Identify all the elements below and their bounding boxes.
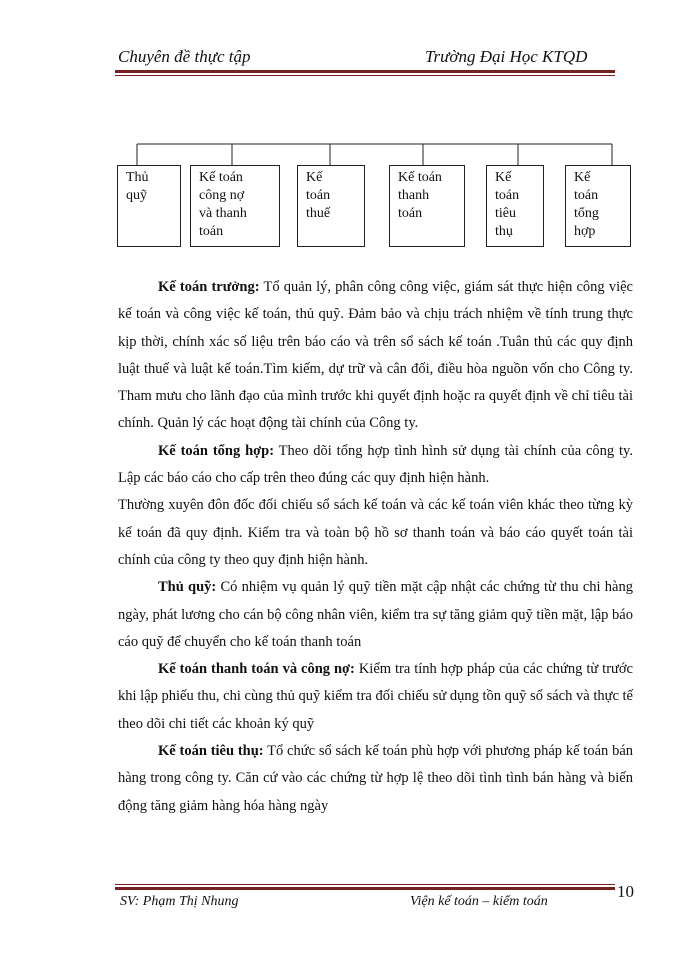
paragraph-thu-quy: Thủ quỹ: Có nhiệm vụ quản lý quỹ tiền mặt cập nhật các chứng từ thu chi hàng ngày, phát lương cho cán bộ công nhân viên, kiểm tra sự tăng giảm quỹ tiền mặt, lập báo cáo quỹ để chuyển cho kế toán thanh toán [118,579,633,650]
footer-student-name: SV: Phạm Thị Nhung [120,894,239,909]
org-chart [0,0,700,260]
footer-institute: Viện kế toán – kiểm toán [410,894,548,909]
paragraph-ke-toan-truong: Kế toán trưởng: Tổ quản lý, phân công công việc, giám sát thực hiện công việc kế toán và công việc kế toán, thủ quỹ. Đảm bảo và chịu trách nhiệm về tính trung thực kịp thời, chính xác số liệu trên báo cáo và trên sổ sách kế toán .Tuân thủ các quy định luật thuế và luật kế toán.Tìm kiếm, dự trữ và cân đối, điều hòa nguồn vốn cho Công ty. Tham mưu cho lãnh đạo của mình trước khi quyết định hoặc ra quyết định về chỉ tiêu tài chính. Quản lý các hoạt động tài chính của Công ty. [118,279,633,432]
org-box-ke-toan-tong-hop: Kế toán tổng hợp [565,165,631,247]
org-box-ke-toan-tieu-thu: Kế toán tiêu thụ [486,165,544,247]
paragraph-ke-toan-tong-hop: Kế toán tổng hợp: Theo dõi tổng hợp tình hình sử dụng tài chính của công ty. Lập các báo cáo cho cấp trên theo đúng các quy định hiện hành. [118,442,633,487]
header-right-title: Trường Đại Học KTQD [425,47,588,66]
footer-rule [115,884,615,890]
org-box-thu-quy: Thủ quỹ [117,165,181,247]
org-box-ke-toan-thanh-toan: Kế toán thanh toán [389,165,465,247]
page-number: 10 [617,882,634,901]
header-left-title: Chuyên đề thực tập [118,47,251,66]
body-text [118,274,633,820]
org-box-ke-toan-cong-no: Kế toán công nợ và thanh toán [190,165,280,247]
paragraph-tieu-thu: Kế toán tiêu thụ: Tổ chức sổ sách kế toán phù hợp với phương pháp kế toán bán hàng trong công ty. Căn cứ vào các chứng từ hợp lệ theo dõi tình tình bán hàng và biến động tăng giảm hàng hóa hàng ngày [118,743,633,814]
paragraph-ke-toan-tong-hop-cont: Thường xuyên đôn đốc đối chiếu sổ sách kế toán và các kế toán viên khác theo từng kỳ kế toán đã quy định. Kiểm tra và toàn bộ hồ sơ thanh toán và báo cáo quyết toán tài chính của công ty theo quy định hiện hành. [118,497,633,568]
org-box-ke-toan-thue: Kế toán thuế [297,165,365,247]
paragraph-thanh-toan-cong-no: Kế toán thanh toán và công nợ: Kiểm tra tính hợp pháp của các chứng từ trước khi lập phiếu thu, chi cùng thủ quỹ kiểm tra đối chiếu sử dụng tồn quỹ sổ sách và thực tế theo dõi chi tiết các khoản ký quỹ [118,661,633,732]
